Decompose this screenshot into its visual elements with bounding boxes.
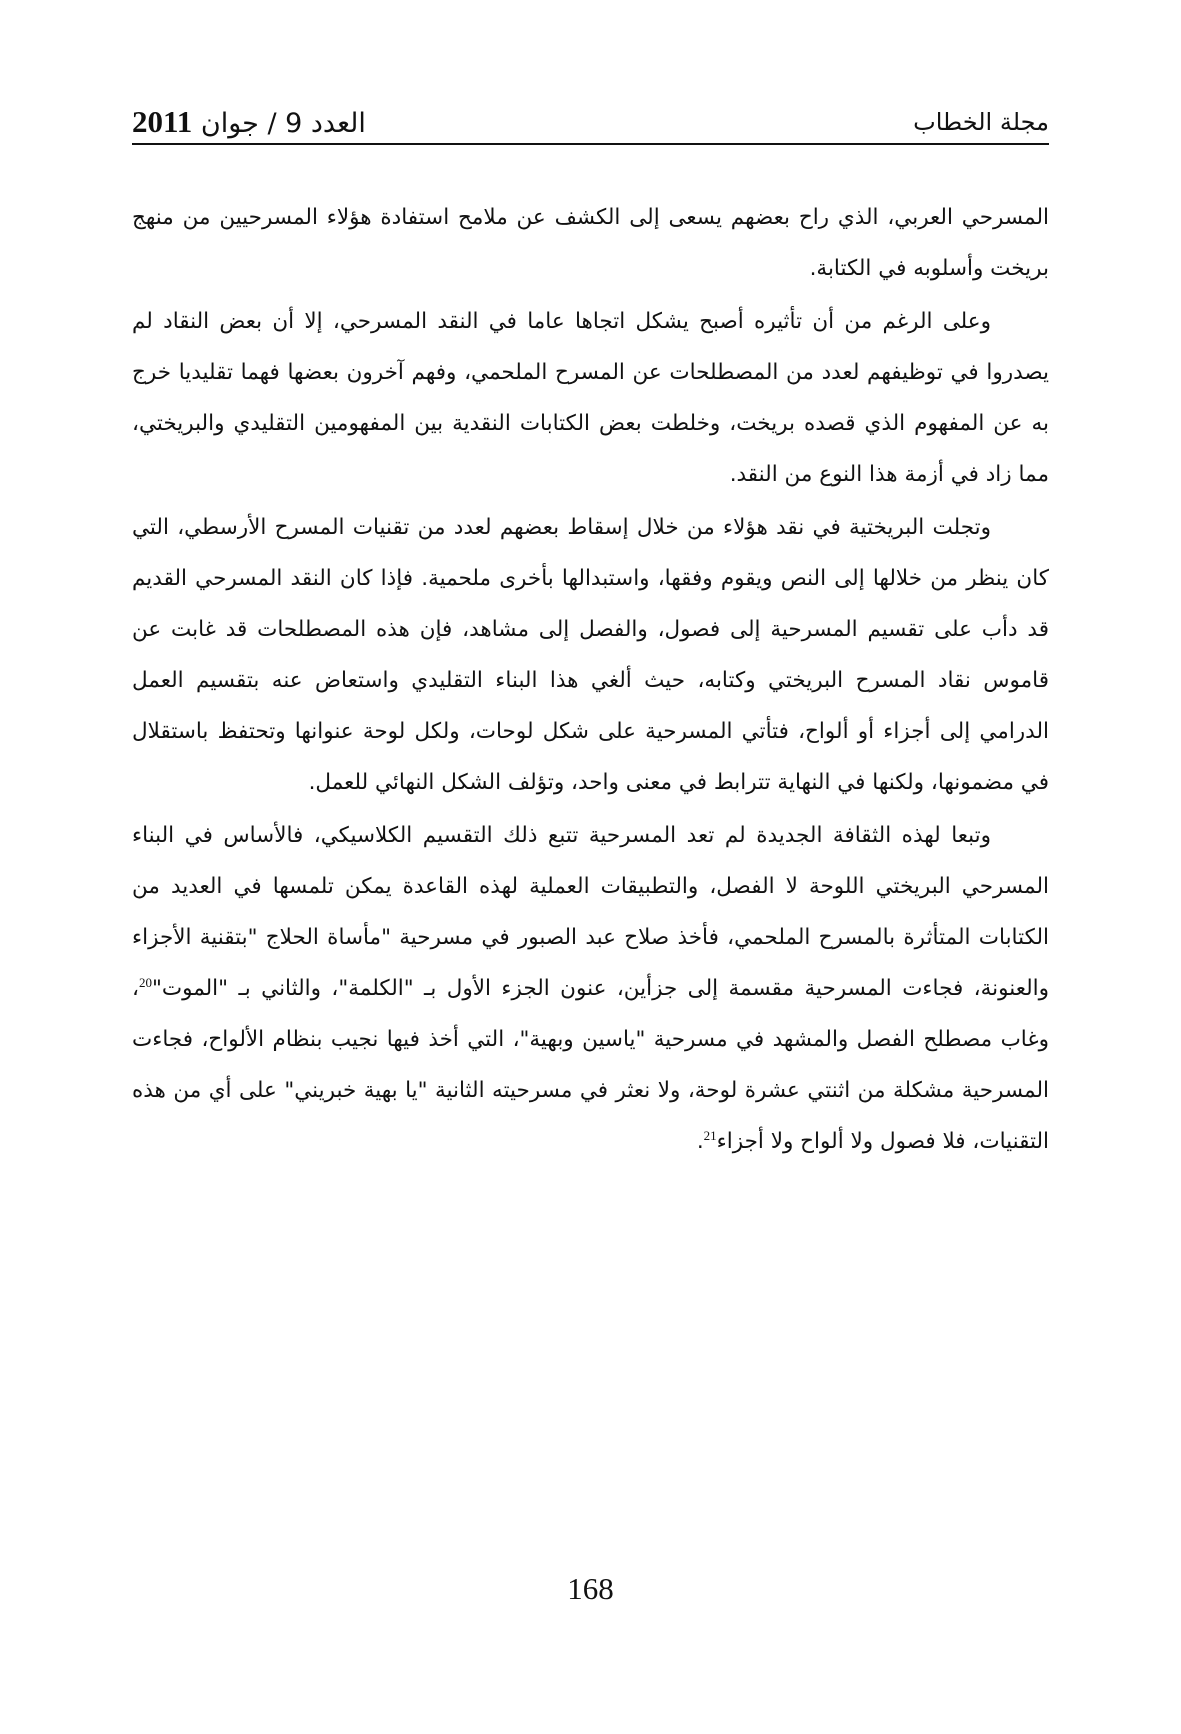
paragraph-4-text-a: وتبعا لهذه الثقافة الجديدة لم تعد المسرحية تتبع ذلك التقسيم الكلاسيكي، فالأساس في البناء المسرحي البريختي اللوحة لا الفصل، والتطبيقات العملية لهذه القاعدة يمكن تلمسها في العديد من الكتابات المتأثرة بالمسرح الملحمي، فأخذ صلاح عبد الصبور في مسرحية "مأساة الحلاج "بتقنية الأجزاء والعنونة، فجاءت المسرحية مقسمة إلى جزأين، عنون الجزء الأول بـ "الكلمة"، والثاني بـ "الموت"	[132, 823, 1049, 1001]
paragraph-3: وتجلت البريختية في نقد هؤلاء من خلال إسقاط بعضهم لعدد من تقنيات المسرح الأرسطي، التي كان ينظر من خلالها إلى النص ويقوم وفقها، واستبدالها بأخرى ملحمية. فإذا كان النقد المسرحي القديم قد دأب على تقسيم المسرحية إلى فصول، والفصل إلى مشاهد، فإن هذه المصطلحات قد غابت عن قاموس نقاد المسرح البريختي وكتابه، حيث ألغي هذا البناء التقليدي واستعاض عنه بتقسيم العمل الدرامي إلى أجزاء أو ألواح، فتأتي المسرحية على شكل لوحات، ولكل لوحة عنوانها وتحتفظ باستقلال في مضمونها، ولكنها في النهاية تترابط في معنى واحد، وتؤلف الشكل النهائي للعمل.	[132, 515, 1049, 795]
issue-year: 2011	[132, 104, 193, 139]
paragraph-4-text-b: ، وغاب مصطلح الفصل والمشهد في مسرحية "ياسين وبهية"، التي أخذ فيها نجيب بنظام الألواح، فجاءت المسرحية مشكلة من اثنتي عشرة لوحة، ولا نعثر في مسرحيته الثانية "يا بهية خبريني" على أي من هذه التقنيات، فلا فصول ولا ألواح ولا أجزاء	[132, 976, 1049, 1154]
footnote-ref-21: 21	[703, 1127, 717, 1143]
running-header	[132, 104, 1049, 148]
issue-label: العدد 9 / جوان	[200, 108, 366, 139]
page-number: 168	[567, 1571, 614, 1606]
article-body	[132, 192, 1049, 1169]
paragraph-4	[132, 810, 1049, 1167]
journal-title: مجلة الخطاب	[913, 108, 1049, 136]
header-divider	[132, 143, 1049, 145]
paragraph-4-end: .	[696, 1129, 704, 1154]
paragraph-2: وعلى الرغم من أن تأثيره أصبح يشكل اتجاها عاما في النقد المسرحي، إلا أن بعض النقاد لم يصدروا في توظيفهم لعدد من المصطلحات عن المسرح الملحمي، وفهم آخرون بعضها فهما تقليديا خرج به عن المفهوم الذي قصده بريخت، وخلطت بعض الكتابات النقدية بين المفهومين التقليدي والبريختي، مما زاد في أزمة هذا النوع من النقد.	[132, 309, 1049, 487]
paragraph-1: المسرحي العربي، الذي راح بعضهم يسعى إلى الكشف عن ملامح استفادة هؤلاء المسرحيين من منهج بريخت وأسلوبه في الكتابة.	[132, 205, 1049, 281]
footnote-ref-20: 20	[138, 974, 152, 990]
issue-info	[132, 104, 366, 140]
